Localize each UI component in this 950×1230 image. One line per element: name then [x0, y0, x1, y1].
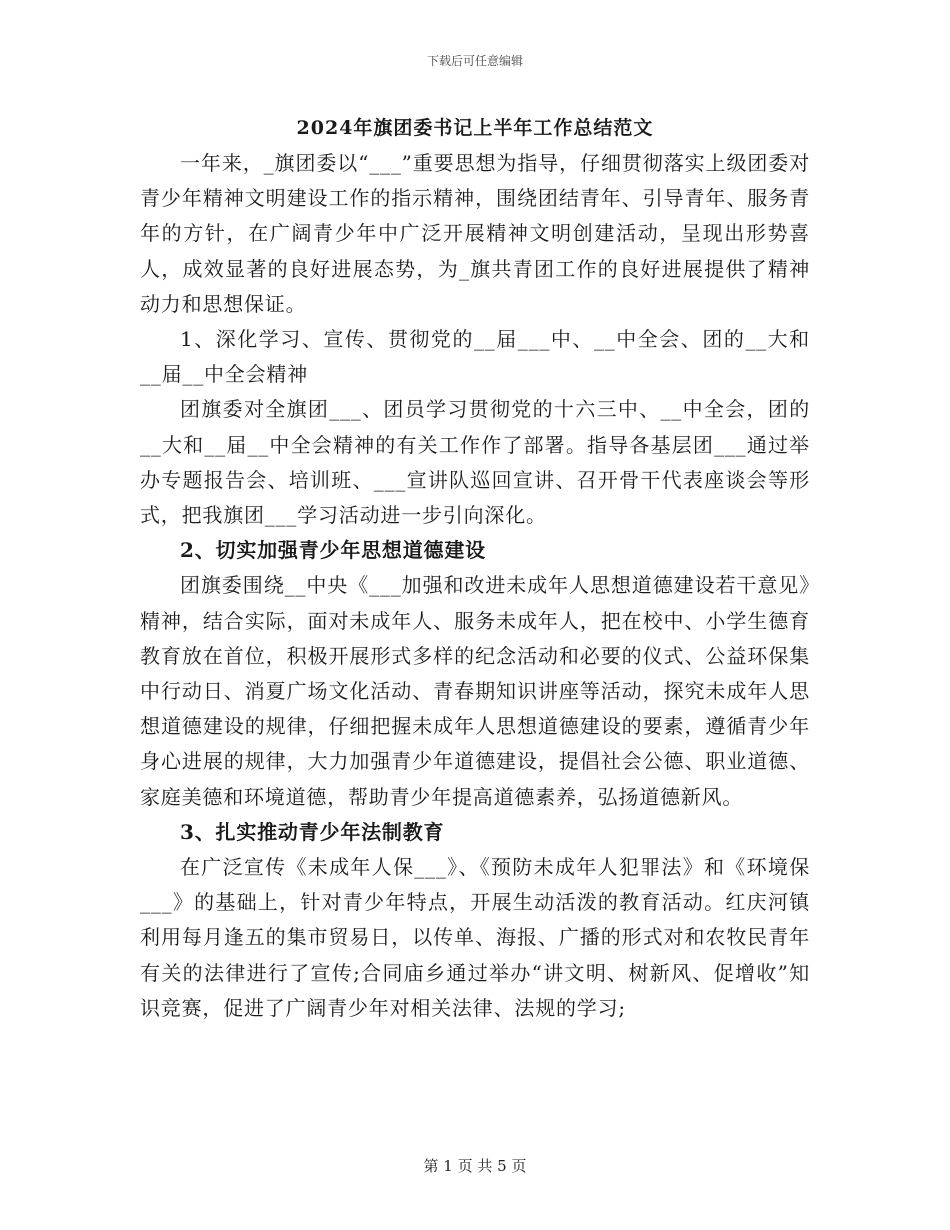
section-3-paragraph: 在广泛宣传《未成年人保___》、《预防未成年人犯罪法》和《环境保___》的基础上，针对青少年特点，开展生动活泼的教育活动。红庆河镇利用每月逢五的集市贸易日，以传单、海报、广播的形式对和农牧民青年有关的法律进行了宣传;合同庙乡通过举办“讲文明、树新风、促增收”知识竞赛，促进了广阔青少年对相关法律、法规的学习;	[140, 855, 810, 1020]
section-2-heading: 2、切实加强青少年思想道德建设	[180, 538, 486, 563]
section-3-heading: 3、扎实推动青少年法制教育	[180, 819, 445, 844]
document-title: 2024年旗团委书记上半年工作总结范文	[296, 117, 654, 139]
section-1-paragraph: 团旗委对全旗团___、团员学习贯彻党的十六三中、__中全会，团的__大和__届__中全会精神的有关工作作了部署。指导各基层团___通过举办专题报告会、培训班、___宣讲队巡回宣讲、召开骨干代表座谈会等形式，把我旗团___学习活动进一步引向深化。	[140, 397, 810, 528]
section-1-heading: 1、深化学习、宣传、贯彻党的__届___中、__中全会、团的__大和__届__中全会精神	[140, 327, 810, 387]
page-number-footer: 第 1 页 共 5 页	[423, 1157, 527, 1175]
section-2-paragraph: 团旗委围绕__中央《___加强和改进未成年人思想道德建设若干意见》精神，结合实际，面对未成年人、服务未成年人，把在校中、小学生德育教育放在首位，积极开展形式多样的纪念活动和必要的仪式、公益环保集中行动日、消夏广场文化活动、青春期知识讲座等活动，探究未成年人思想道德建设的规律，仔细把握未成年人思想道德建设的要素，遵循青少年身心进展的规律，大力加强青少年道德建设，提倡社会公德、职业道德、家庭美德和环境道德，帮助青少年提高道德素养，弘扬道德新风。	[140, 573, 810, 809]
intro-paragraph: 一年来，_旗团委以“___”重要思想为指导，仔细贯彻落实上级团委对青少年精神文明建设工作的指示精神，围绕团结青年、引导青年、服务青年的方针，在广阔青少年中广泛开展精神文明创建活动，呈现出形势喜人，成效显著的良好进展态势，为_旗共青团工作的良好进展提供了精神动力和思想保证。	[140, 151, 810, 316]
header-note: 下载后可任意编辑	[426, 54, 523, 68]
document-body	[140, 146, 810, 1026]
